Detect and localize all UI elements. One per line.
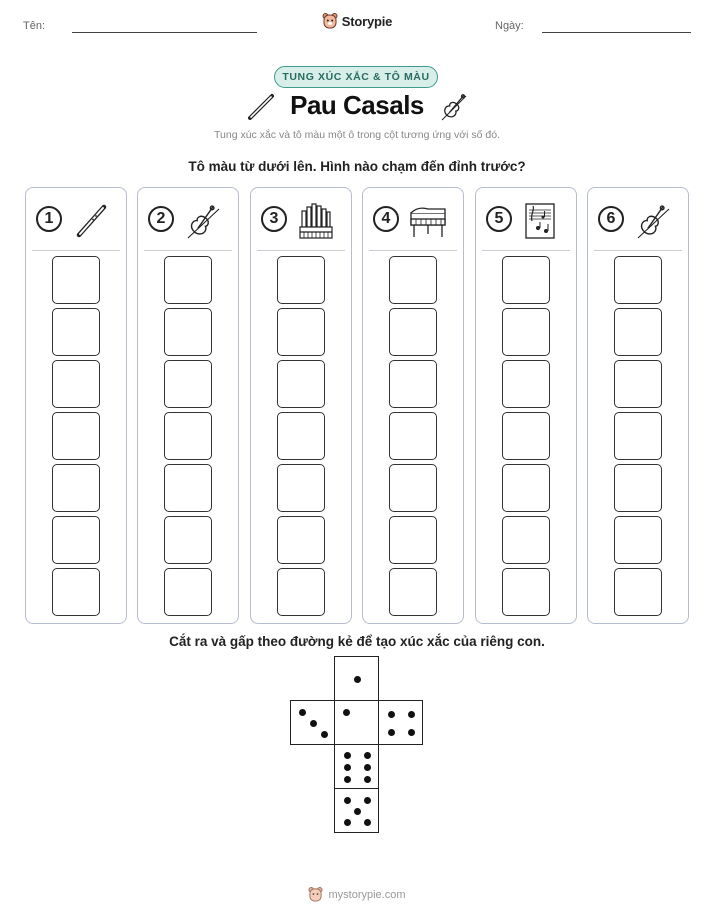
column-2 [137, 187, 239, 624]
die-pip [299, 709, 306, 716]
color-cell[interactable] [164, 360, 212, 408]
column-1 [25, 187, 127, 624]
color-cell[interactable] [502, 516, 550, 564]
column-number: 3 [261, 206, 287, 232]
brand-name: Storypie [341, 13, 393, 29]
column-header [476, 188, 576, 250]
die-face [334, 700, 379, 745]
die-pip [344, 764, 351, 771]
color-cell[interactable] [502, 308, 550, 356]
color-cell[interactable] [614, 412, 662, 460]
activity-badge: TUNG XÚC XẮC & TÔ MÀU [274, 66, 438, 88]
color-cell[interactable] [502, 464, 550, 512]
date-label: Ngày: [495, 20, 524, 32]
die-pip [364, 819, 371, 826]
die-pip [408, 711, 415, 718]
name-label: Tên: [23, 20, 46, 32]
color-cell[interactable] [614, 256, 662, 304]
color-cell[interactable] [164, 412, 212, 460]
name-line[interactable] [72, 32, 257, 33]
column-divider [32, 250, 120, 251]
die-pip [364, 764, 371, 771]
column-header [26, 188, 126, 250]
color-cell[interactable] [52, 568, 100, 616]
die-face [378, 700, 423, 745]
column-divider [482, 250, 570, 251]
storypie-bear-icon [308, 886, 323, 903]
color-cell[interactable] [502, 412, 550, 460]
color-cell[interactable] [614, 360, 662, 408]
flute-icon [71, 201, 111, 241]
color-cell[interactable] [389, 256, 437, 304]
question-text: Tô màu từ dưới lên. Hình nào chạm đến đỉnh trước? [188, 159, 526, 174]
color-cell[interactable] [52, 360, 100, 408]
die-pip [344, 797, 351, 804]
color-cell[interactable] [389, 308, 437, 356]
color-cell[interactable] [52, 464, 100, 512]
die-pip [344, 752, 351, 759]
column-header [588, 188, 688, 250]
column-divider [369, 250, 457, 251]
color-cell[interactable] [502, 568, 550, 616]
color-cell[interactable] [164, 308, 212, 356]
die-face [334, 788, 379, 833]
color-cell[interactable] [502, 256, 550, 304]
die-pip [344, 776, 351, 783]
column-number: 2 [148, 206, 174, 232]
color-cell[interactable] [389, 412, 437, 460]
die-pip [354, 808, 361, 815]
die-pip [310, 720, 317, 727]
die-face [334, 656, 379, 701]
column-6 [587, 187, 689, 624]
brand-logo [0, 12, 714, 30]
color-cell[interactable] [52, 256, 100, 304]
color-cell[interactable] [277, 308, 325, 356]
column-4 [362, 187, 464, 624]
cut-instructions: Cắt ra và gấp theo đường kẻ để tạo xúc xắc của riêng con. [169, 634, 545, 649]
color-cell[interactable] [52, 412, 100, 460]
die-pip [321, 731, 328, 738]
violin-icon [438, 90, 470, 124]
die-pip [354, 676, 361, 683]
color-cell[interactable] [164, 256, 212, 304]
color-cell[interactable] [277, 412, 325, 460]
column-divider [257, 250, 345, 251]
color-cell[interactable] [389, 464, 437, 512]
column-number: 1 [36, 206, 62, 232]
die-pip [388, 711, 395, 718]
violin-icon [633, 201, 673, 241]
color-cell[interactable] [389, 360, 437, 408]
column-divider [594, 250, 682, 251]
column-divider [144, 250, 232, 251]
die-face [334, 744, 379, 789]
color-cell[interactable] [277, 360, 325, 408]
color-cell[interactable] [614, 516, 662, 564]
column-header [138, 188, 238, 250]
color-cell[interactable] [277, 464, 325, 512]
sheet-music-icon [521, 201, 561, 241]
date-line[interactable] [542, 32, 691, 33]
color-cell[interactable] [614, 568, 662, 616]
column-number: 5 [486, 206, 512, 232]
die-pip [388, 729, 395, 736]
color-cell[interactable] [164, 568, 212, 616]
column-header [363, 188, 463, 250]
die-pip [364, 797, 371, 804]
column-header [251, 188, 351, 250]
color-cell[interactable] [502, 360, 550, 408]
column-number: 6 [598, 206, 624, 232]
page-title: Pau Casals [290, 90, 424, 120]
footer-url[interactable]: mystorypie.com [328, 888, 406, 901]
color-cell[interactable] [614, 464, 662, 512]
color-cell[interactable] [164, 516, 212, 564]
die-face [290, 700, 335, 745]
footer [0, 886, 714, 903]
column-3 [250, 187, 352, 624]
die-pip [364, 752, 371, 759]
color-cell[interactable] [389, 516, 437, 564]
column-5 [475, 187, 577, 624]
column-number: 4 [373, 206, 399, 232]
color-cell[interactable] [277, 256, 325, 304]
color-cell[interactable] [277, 568, 325, 616]
color-cell[interactable] [389, 568, 437, 616]
color-cell[interactable] [52, 516, 100, 564]
color-cell[interactable] [164, 464, 212, 512]
violin-icon [183, 201, 223, 241]
color-cell[interactable] [614, 308, 662, 356]
color-cell[interactable] [277, 516, 325, 564]
storypie-bear-icon [322, 12, 338, 30]
piano-icon [408, 201, 448, 241]
color-cell[interactable] [52, 308, 100, 356]
instructions: Tung xúc xắc và tô màu một ô trong cột tương ứng với số đó. [214, 129, 500, 141]
die-pip [343, 709, 350, 716]
pipe-organ-icon [296, 201, 336, 241]
die-pip [364, 776, 371, 783]
die-pip [344, 819, 351, 826]
die-pip [408, 729, 415, 736]
